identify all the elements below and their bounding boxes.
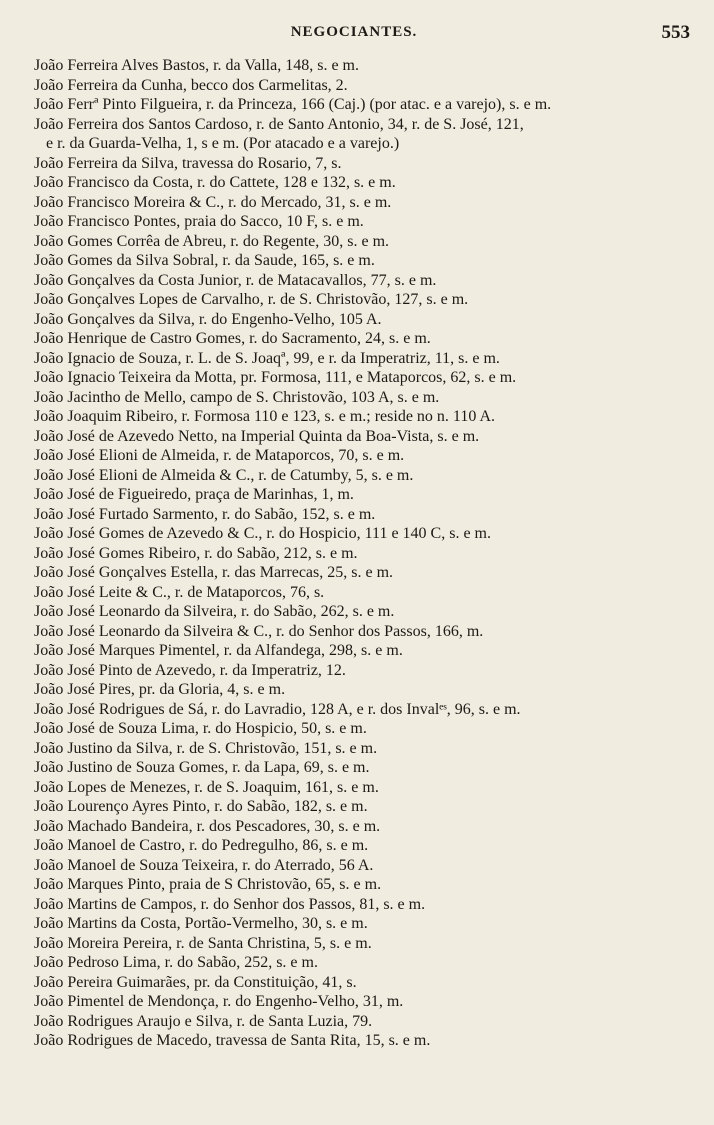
merchant-entry: João Gonçalves da Costa Junior, r. de Matacavallos, 77, s. e m. (34, 271, 437, 289)
merchant-entry: João José de Souza Lima, r. do Hospicio, 50, s. e m. (34, 720, 367, 737)
merchant-entry: João José de Figueiredo, praça de Marinhas, 1, m. (34, 486, 354, 503)
merchant-entry: João Rodrigues de Macedo, travessa de Santa Rita, 15, s. e m. (34, 1032, 431, 1049)
merchant-entry: João Martins de Campos, r. do Senhor dos Passos, 81, s. e m. (34, 895, 426, 913)
merchant-entry: João Jacintho de Mello, campo de S. Christovão, 103 A, s. e m. (34, 388, 440, 406)
merchant-entry: João José Marques Pimentel, r. da Alfandega, 298, s. e m. (34, 642, 403, 659)
merchant-entry: João José Leite & C., r. de Mataporcos, 76, s. (34, 583, 325, 601)
merchant-entry: João Marques Pinto, praia de S Christovão, 65, s. e m. (34, 876, 382, 893)
page-number: 553 (661, 22, 690, 43)
merchant-entry: João Ferreira Alves Bastos, r. da Valla, 148, s. e m. (34, 57, 359, 74)
page-header (34, 18, 690, 50)
merchant-entry: João José Gonçalves Estella, r. das Marrecas, 25, s. e m. (34, 564, 394, 581)
merchant-entry: João Ferreira da Cunha, becco dos Carmelitas, 2. (34, 76, 348, 94)
merchant-entry: João Justino da Silva, r. de S. Christovão, 151, s. e m. (34, 739, 378, 757)
merchant-entry: João Pedroso Lima, r. do Sabão, 252, s. e m. (34, 954, 318, 971)
merchant-entry: João Ferrª Pinto Filgueira, r. da Princeza, 166 (Caj.) (por atac. e a varejo), s. e m. (34, 96, 552, 113)
merchant-entry: João Gomes Corrêa de Abreu, r. do Regente, 30, s. e m. (34, 232, 390, 250)
merchant-entry: João José Pinto de Azevedo, r. da Imperatriz, 12. (34, 661, 346, 679)
merchant-entry: João Machado Bandeira, r. dos Pescadores, 30, s. e m. (34, 817, 381, 835)
merchant-entry: João Ferreira da Silva, travessa do Rosario, 7, s. (34, 154, 342, 172)
merchant-entry: João Gonçalves Lopes de Carvalho, r. de S. Christovão, 127, s. e m. (34, 291, 469, 308)
merchant-entry: João José Gomes de Azevedo & C., r. do Hospicio, 111 e 140 C, s. e m. (34, 525, 491, 542)
merchant-entry: João Rodrigues Araujo e Silva, r. de Santa Luzia, 79. (34, 1012, 373, 1030)
merchant-entry: João José Elioni de Almeida & C., r. de Catumby, 5, s. e m. (34, 466, 414, 484)
merchant-entry: João Pimentel de Mendonça, r. do Engenho-Velho, 31, m. (34, 993, 404, 1010)
running-title: NEGOCIANTES. (290, 24, 418, 40)
merchant-entry: João Ferreira dos Santos Cardoso, r. de Santo Antonio, 34, r. de S. José, 121, (34, 115, 524, 133)
merchant-entry: João Manoel de Souza Teixeira, r. do Aterrado, 56 A. (34, 856, 374, 874)
merchant-entry: João Gomes da Silva Sobral, r. da Saude, 165, s. e m. (34, 252, 375, 269)
merchant-entry: João José Leonardo da Silveira, r. do Sabão, 262, s. e m. (34, 603, 395, 620)
merchant-entry: João Martins da Costa, Portão-Vermelho, 30, s. e m. (34, 915, 368, 932)
merchant-entry: João José Rodrigues de Sá, r. do Lavradio, 128 A, e r. dos Invalᵉˢ, 96, s. e m. (34, 700, 521, 718)
merchant-entry: João Lourenço Ayres Pinto, r. do Sabão, 182, s. e m. (34, 798, 368, 815)
merchant-entry: João Pereira Guimarães, pr. da Constituição, 41, s. (34, 973, 357, 991)
merchant-entry-continuation: e r. da Guarda-Velha, 1, s e m. (Por atacado e a varejo.) (46, 135, 400, 152)
merchant-entry: João Francisco da Costa, r. do Cattete, 128 e 132, s. e m. (34, 174, 396, 191)
merchant-entry: João Manoel de Castro, r. do Pedregulho, 86, s. e m. (34, 837, 369, 854)
merchant-list (34, 56, 674, 1051)
merchant-entry: João Francisco Pontes, praia do Sacco, 10 F, s. e m. (34, 213, 364, 230)
merchant-entry: João José Gomes Ribeiro, r. do Sabão, 212, s. e m. (34, 544, 358, 562)
merchant-entry: João José Furtado Sarmento, r. do Sabão, 152, s. e m. (34, 505, 376, 523)
merchant-entry: João Francisco Moreira & C., r. do Mercado, 31, s. e m. (34, 193, 392, 211)
merchant-entry: João Lopes de Menezes, r. de S. Joaquim, 161, s. e m. (34, 778, 379, 796)
merchant-entry: João Moreira Pereira, r. de Santa Christina, 5, s. e m. (34, 934, 372, 952)
merchant-entry: João Ignacio de Souza, r. L. de S. Joaqª, 99, e r. da Imperatriz, 11, s. e m. (34, 349, 500, 367)
merchant-entry: João Justino de Souza Gomes, r. da Lapa, 69, s. e m. (34, 759, 370, 776)
merchant-entry: João Ignacio Teixeira da Motta, pr. Formosa, 111, e Mataporcos, 62, s. e m. (34, 369, 517, 386)
merchant-entry: João José de Azevedo Netto, na Imperial Quinta da Boa-Vista, s. e m. (34, 427, 480, 445)
merchant-entry: João Henrique de Castro Gomes, r. do Sacramento, 24, s. e m. (34, 330, 431, 347)
merchant-entry: João José Pires, pr. da Gloria, 4, s. e m. (34, 681, 286, 698)
merchant-entry: João Gonçalves da Silva, r. do Engenho-Velho, 105 A. (34, 310, 382, 328)
merchant-entry: João José Leonardo da Silveira & C., r. do Senhor dos Passos, 166, m. (34, 622, 484, 640)
merchant-entry: João José Elioni de Almeida, r. de Mataporcos, 70, s. e m. (34, 447, 405, 464)
merchant-entry: João Joaquim Ribeiro, r. Formosa 110 e 123, s. e m.; reside no n. 110 A. (34, 408, 495, 425)
